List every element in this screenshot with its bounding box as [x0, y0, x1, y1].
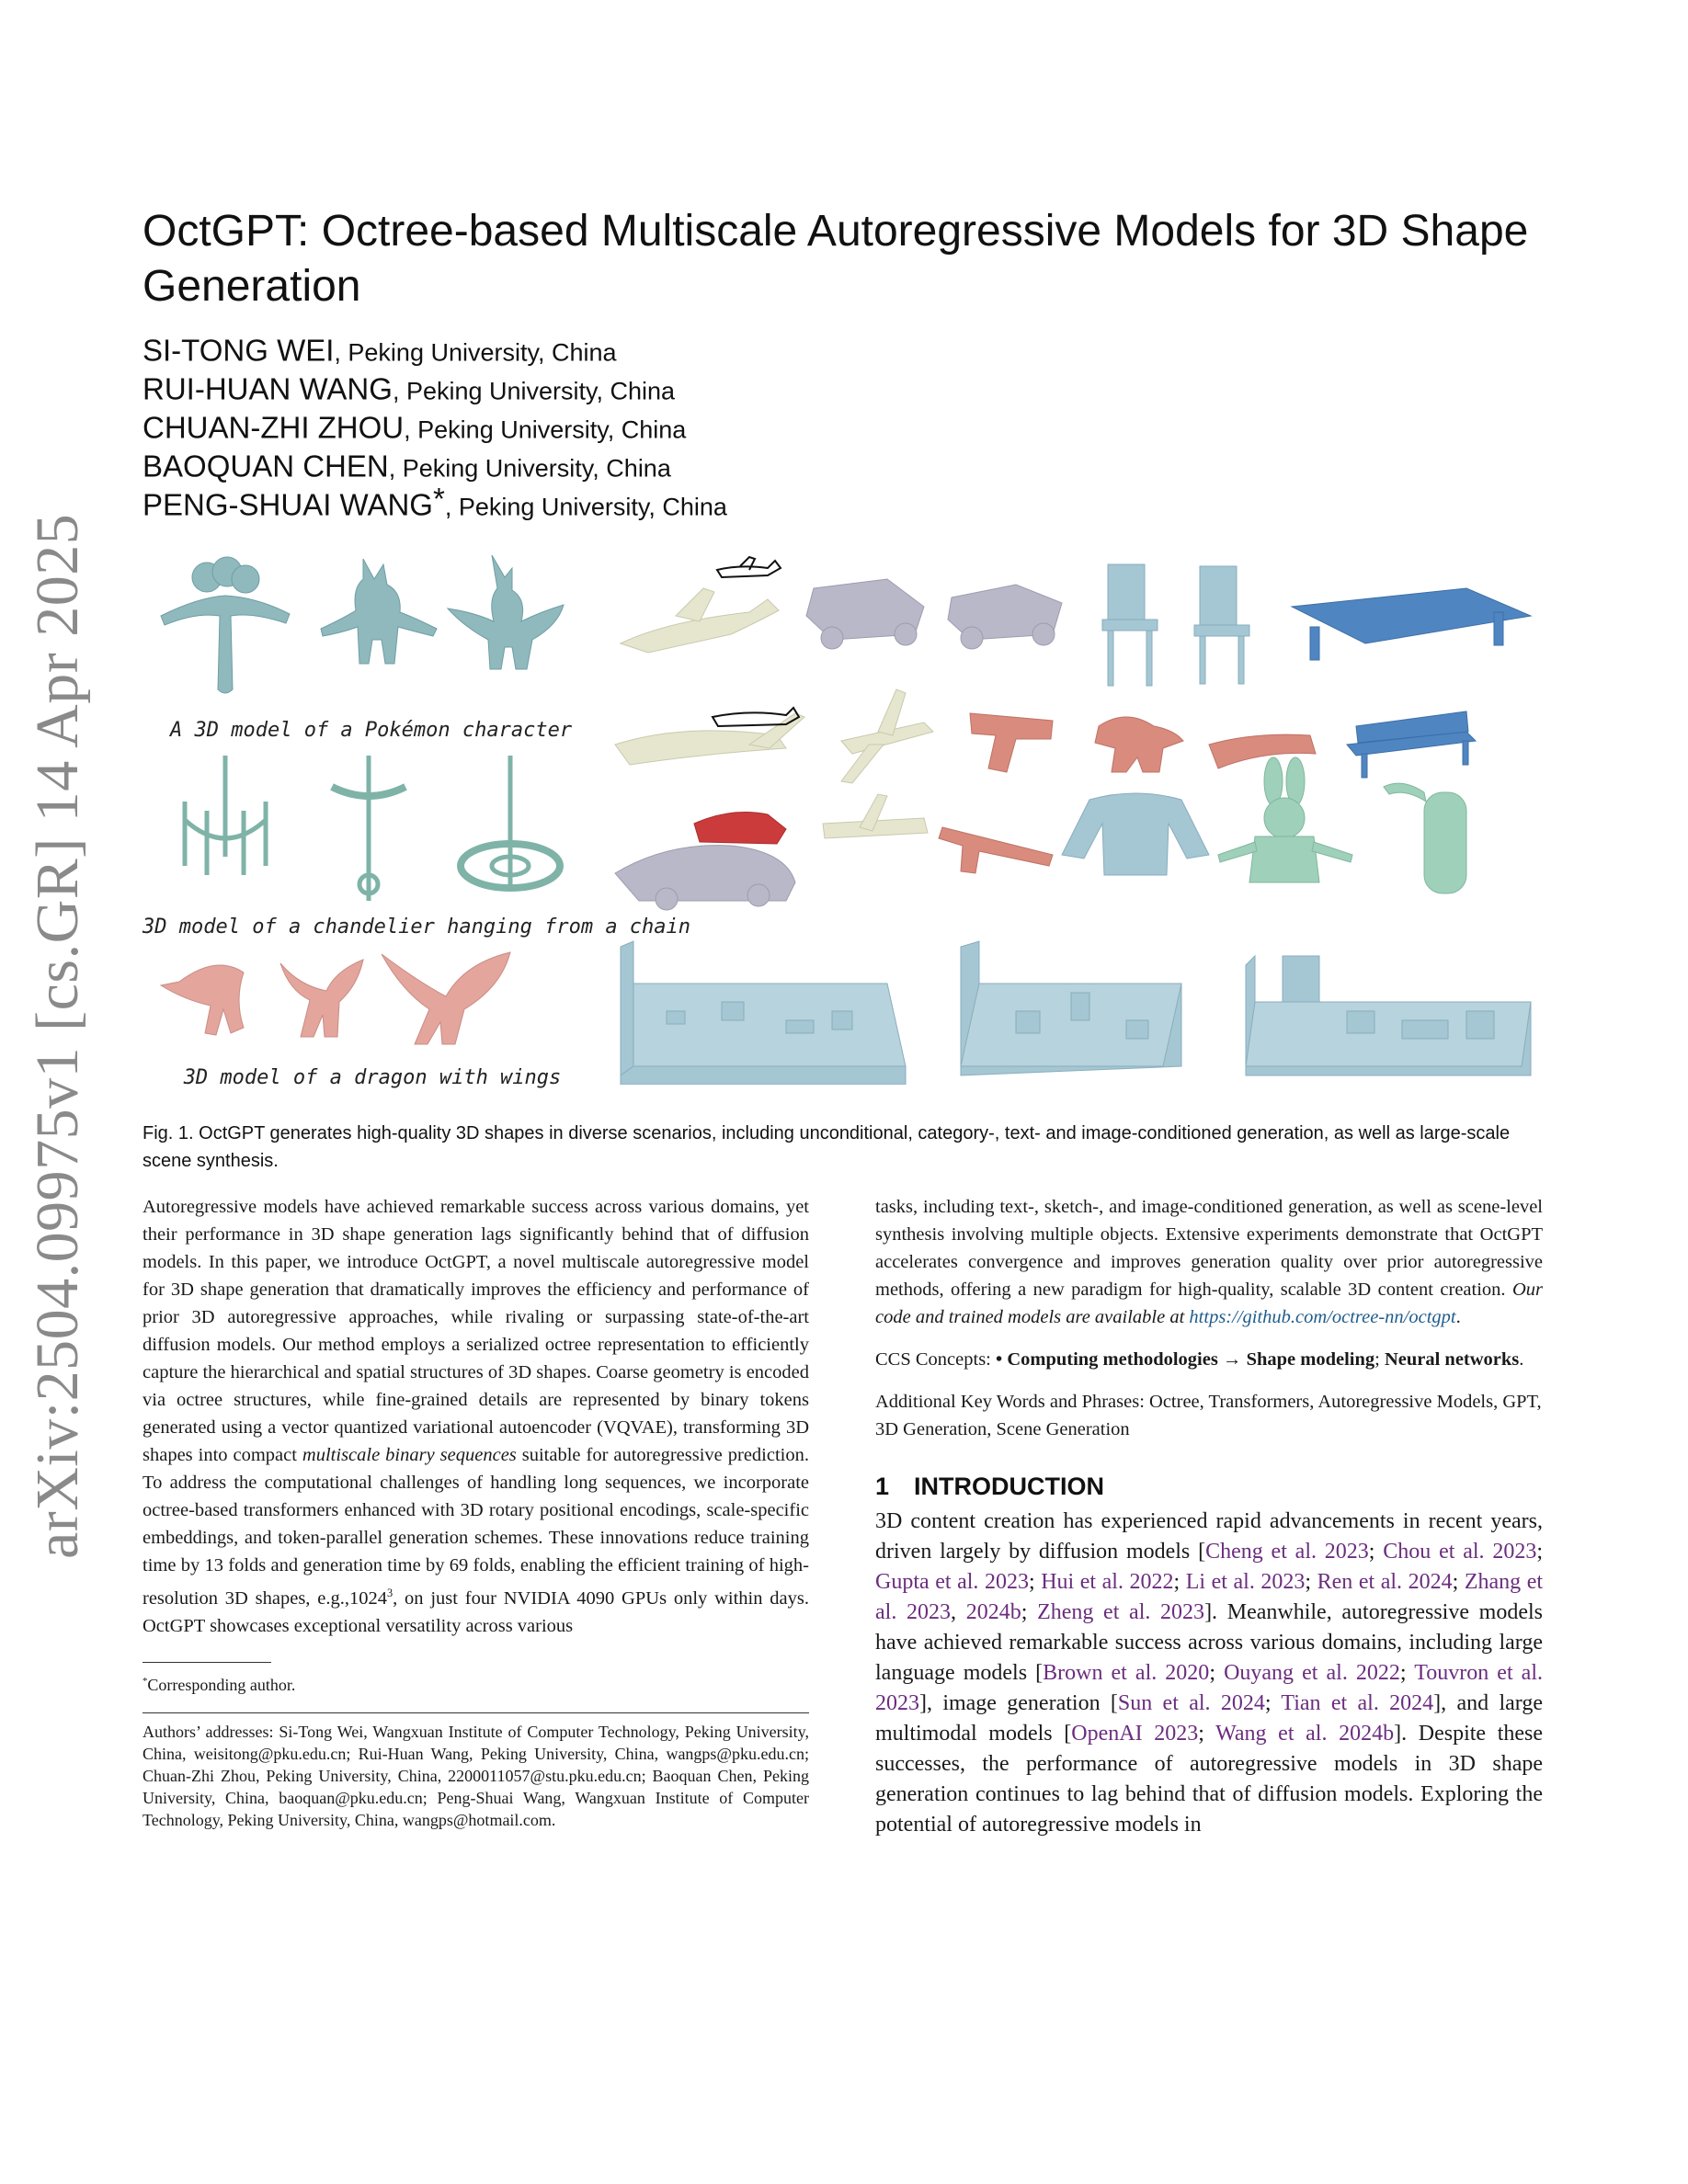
abstract-text: , on just four NVIDIA 4090 GPUs only within days. OctGPT showcases exceptional versatility across various — [143, 1587, 809, 1636]
abstract-continued — [875, 1193, 1543, 1331]
keywords: Additional Key Words and Phrases: Octree, Transformers, Autoregressive Models, GPT, 3D Generation, Scene Generation — [875, 1392, 1542, 1439]
author-mark: * — [432, 482, 445, 516]
chandelier-shapes-image — [143, 746, 602, 912]
text-prompt-caption: A 3D model of a Pokémon character — [170, 719, 573, 742]
ccs-end: . — [1519, 1349, 1524, 1370]
shape-gallery-image — [611, 552, 1540, 1085]
code-availability: Our code and trained models are available at — [875, 1280, 1543, 1327]
abstract-text: . — [1455, 1307, 1461, 1327]
footnote-rule — [143, 1662, 271, 1663]
author-addresses: Authors’ addresses: Si-Tong Wei, Wangxuan Institute of Computer Technology, Peking University, China, weisitong@pku.edu.cn; Rui-Huan Wang, Peking University, China, wangps@pku.edu.cn; Chuan-Zhi Zhou, Peking University, China, 2200011057@stu.pku.edu.cn; Baoquan Chen, Peking University, China, baoquan@pku.edu.cn; Peng-Shuai Wang, Wangxuan Institute of Computer Technology, Peking University, China, wangps@hotmail.com. — [143, 1722, 809, 1829]
author-entry — [143, 441, 1246, 483]
teaser-figure — [143, 552, 1540, 1089]
citation-link[interactable]: Li et al. 2023 — [1185, 1570, 1306, 1594]
citation-separator: ; — [1173, 1570, 1186, 1594]
abstract-paragraph — [143, 1193, 809, 1640]
right-column — [875, 1193, 1543, 1840]
abstract-text: Autoregressive models have achieved remarkable success across various domains, yet their performance in 3D shape generation lags significantly behind that of diffusion models. In this paper, we introduce OctGPT, a novel multiscale autoregressive model for 3D shape generation that dramatically improves the efficiency and performance of prior 3D autoregressive approaches, while rivaling or surpassing state-of-the-art diffusion models. Our method employs a serialized octree representation to efficiently capture the hierarchical and spatial structures of 3D shapes. Coarse geometry is encoded via octree structures, while fine-grained details are represented by binary tokens generated using a vector quantized variational autoencoder (VQVAE), transforming 3D shapes into compact — [143, 1197, 809, 1465]
author-affiliation: , Peking University, China — [388, 454, 671, 483]
footnote-text: Corresponding author. — [147, 1675, 296, 1694]
citation-separator: ; — [1198, 1722, 1216, 1746]
citation-link[interactable]: Ouyang et al. 2022 — [1224, 1661, 1400, 1685]
author-affiliation: , Peking University, China — [444, 493, 727, 521]
citation-link[interactable]: Ren et al. 2024 — [1317, 1570, 1453, 1594]
citation-link[interactable]: Zhang et al. 2023 — [875, 1570, 1544, 1624]
citation-link[interactable]: OpenAI 2023 — [1071, 1722, 1199, 1746]
text-prompt-caption: 3D model of a dragon with wings — [183, 1066, 562, 1089]
author-entry — [143, 325, 1246, 368]
author-name: PENG-SHUAI WANG — [143, 487, 433, 522]
citation-separator: ; — [1021, 1600, 1038, 1624]
author-name: SI-TONG WEI — [143, 333, 335, 368]
intro-text: ]. Meanwhile, autoregressive models have achieved remarkable success across various domains, including large language models [ — [875, 1600, 1544, 1685]
intro-text: 3D content creation has experienced rapid advancements in recent years, driven largely by diffusion models [ — [875, 1509, 1543, 1564]
introduction-paragraph — [875, 1507, 1543, 1840]
citation-link[interactable]: Brown et al. 2020 — [1043, 1661, 1210, 1685]
citation-link[interactable]: Tian et al. 2024 — [1281, 1691, 1434, 1715]
section-number: 1 — [875, 1473, 890, 1500]
author-affiliation: , Peking University, China — [392, 377, 676, 405]
citation-separator: ; — [1452, 1570, 1465, 1594]
author-entry — [143, 364, 1246, 406]
ccs-label: CCS Concepts: — [875, 1349, 996, 1370]
citation-link[interactable]: Sun et al. 2024 — [1117, 1691, 1265, 1715]
citation-separator: ; — [1028, 1570, 1042, 1594]
intro-text: ], image generation [ — [919, 1691, 1118, 1715]
author-entry — [143, 480, 1246, 522]
footnote-mark: * — [143, 1675, 148, 1687]
citation-link[interactable]: Gupta et al. 2023 — [875, 1570, 1029, 1594]
text-prompt-caption: 3D model of a chandelier hanging from a chain — [143, 916, 691, 938]
citation-separator: ; — [1368, 1540, 1384, 1564]
section-title: INTRODUCTION — [914, 1473, 1104, 1500]
author-affiliation: , Peking University, China — [334, 338, 617, 367]
abstract-emphasis: multiscale binary sequences — [302, 1445, 517, 1465]
ccs-concept: Computing methodologies — [1007, 1349, 1218, 1370]
citation-link[interactable]: Zheng et al. 2023 — [1037, 1600, 1205, 1624]
ccs-concepts — [875, 1346, 1543, 1373]
abstract-superscript: 3 — [386, 1587, 393, 1599]
author-name: CHUAN-ZHI ZHOU — [143, 410, 405, 445]
citation-separator: ; — [1536, 1540, 1544, 1564]
left-column — [143, 1193, 809, 1831]
address-rule — [143, 1712, 809, 1713]
pokemon-shapes-image — [143, 552, 602, 708]
github-link[interactable]: https://github.com/octree-nn/octgpt — [1189, 1307, 1456, 1327]
author-name: BAOQUAN CHEN — [143, 449, 389, 483]
author-entry — [143, 403, 1246, 445]
paper-title: OctGPT: Octree-based Multiscale Autoregressive Models for 3D Shape Generation — [143, 207, 1529, 311]
corresponding-author-footnote — [143, 1670, 809, 1696]
citation-separator: , — [951, 1600, 966, 1624]
citation-separator: ; — [1305, 1570, 1317, 1594]
intro-text: ]. Despite these successes, the performance of autoregressive models in 3D shape generation continues to lag behind that of diffusion models. Exploring the potential of autoregressive models in — [875, 1722, 1544, 1837]
citation-link[interactable]: Hui et al. 2022 — [1041, 1570, 1174, 1594]
section-heading — [875, 1473, 1543, 1501]
author-affiliation: , Peking University, China — [404, 415, 687, 444]
ccs-concept: Neural networks — [1384, 1349, 1520, 1370]
figure-caption: Fig. 1. OctGPT generates high-quality 3D shapes in diverse scenarios, including unconditional, category-, text- and image-conditioned generation, as well as large-scale scene synthesis. — [143, 1123, 1511, 1171]
citation-link[interactable]: 2024b — [965, 1600, 1021, 1624]
ccs-separator: ; — [1374, 1349, 1385, 1370]
citation-link[interactable]: Wang et al. 2024b — [1215, 1722, 1395, 1746]
author-list — [143, 325, 1246, 522]
citation-link[interactable]: Chou et al. 2023 — [1383, 1540, 1537, 1564]
citation-link[interactable]: Cheng et al. 2023 — [1205, 1540, 1369, 1564]
arxiv-identifier-stamp: arXiv:2504.09975v1 [cs.GR] 14 Apr 2025 — [24, 513, 91, 1559]
abstract-text: suitable for autoregressive prediction. To address the computational challenges of handling long sequences, we incorporate octree-based transformers enhanced with 3D rotary positional encodings, scale-specific embeddings, and token-parallel generation schemes. These innovations reduce training time by 13 folds and generation time by 69 folds, enabling the efficient training of high-resolution 3D shapes, e.g.,1024 — [143, 1445, 809, 1609]
intro-text: ], and large multimodal models [ — [875, 1691, 1543, 1746]
ccs-concept: Shape modeling — [1246, 1349, 1375, 1370]
author-name: RUI-HUAN WANG — [143, 371, 393, 406]
dragon-shapes-image — [143, 945, 602, 1055]
citation-separator: ; — [1264, 1691, 1282, 1715]
citation-link[interactable]: Touvron et al. 2023 — [875, 1661, 1544, 1715]
citation-separator: ; — [1209, 1661, 1225, 1685]
ccs-arrow: → — [1217, 1349, 1247, 1370]
abstract-text: tasks, including text-, sketch-, and image-conditioned generation, as well as scene-level synthesis involving multiple objects. Extensive experiments demonstrate that OctGPT accelerates convergence and improves generation quality over prior autoregressive methods, offering a new paradigm for high-quality, scalable 3D content creation. — [875, 1197, 1543, 1300]
ccs-bullet: • — [996, 1349, 1008, 1370]
citation-separator: ; — [1399, 1661, 1415, 1685]
